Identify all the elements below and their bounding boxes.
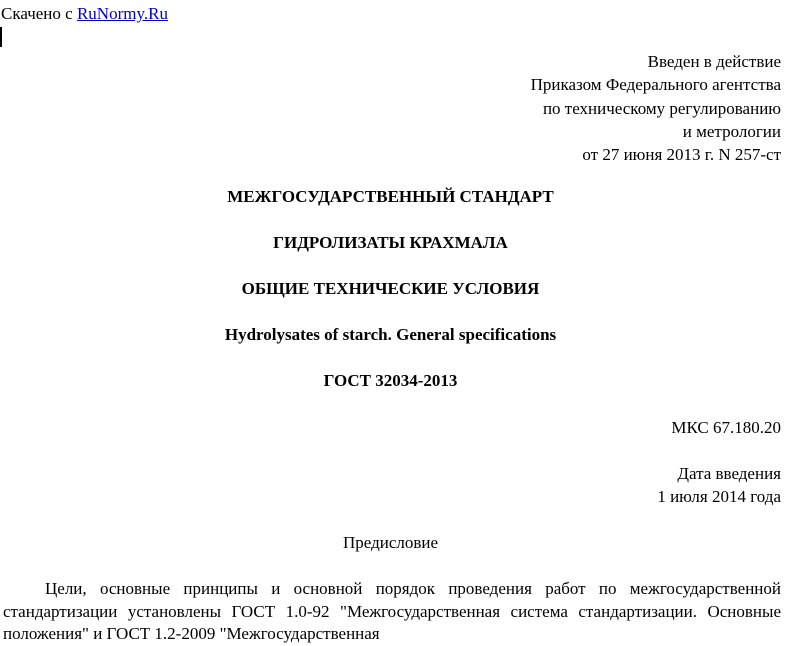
effective-date-label: Дата введения: [677, 464, 781, 483]
standard-designation: ГОСТ 32034-2013: [323, 371, 458, 390]
source-line: [1, 4, 168, 24]
effective-date: 1 июля 2014 года: [657, 487, 781, 506]
preface-title: Предисловие: [342, 533, 439, 552]
english-title: Hydrolysates of starch. General specifications: [224, 325, 557, 344]
standard-title: ГИДРОЛИЗАТЫ КРАХМАЛА: [273, 233, 508, 252]
enactment-line-5: от 27 июня 2013 г. N 257-ст: [582, 145, 781, 165]
preface-paragraph: Цели, основные принципы и основной порядок проведения работ по межгосударственной стандартизации установлены ГОСТ 1.0-92 "Межгосударственная система стандартизации. Основные положения" и ГОСТ 1.2-2009 "Межгосударственная: [3, 579, 781, 643]
enactment-line-1: Введен в действие: [647, 52, 781, 71]
enactment-block: [381, 50, 781, 166]
text-cursor: [0, 27, 2, 47]
standard-subtitle: ОБЩИЕ ТЕХНИЧЕСКИЕ УСЛОВИЯ: [241, 279, 540, 298]
standard-type-heading: МЕЖГОСУДАРСТВЕННЫЙ СТАНДАРТ: [227, 187, 554, 206]
source-prefix: Скачено с: [1, 4, 77, 23]
enactment-line-3: по техническому регулированию: [542, 98, 781, 118]
mks-code: МКС 67.180.20: [671, 418, 781, 437]
enactment-line-2: Приказом Федерального агентства: [530, 75, 781, 95]
runormy-link[interactable]: RuNormy.Ru: [76, 4, 168, 23]
enactment-line-4: и метрологии: [682, 121, 781, 141]
